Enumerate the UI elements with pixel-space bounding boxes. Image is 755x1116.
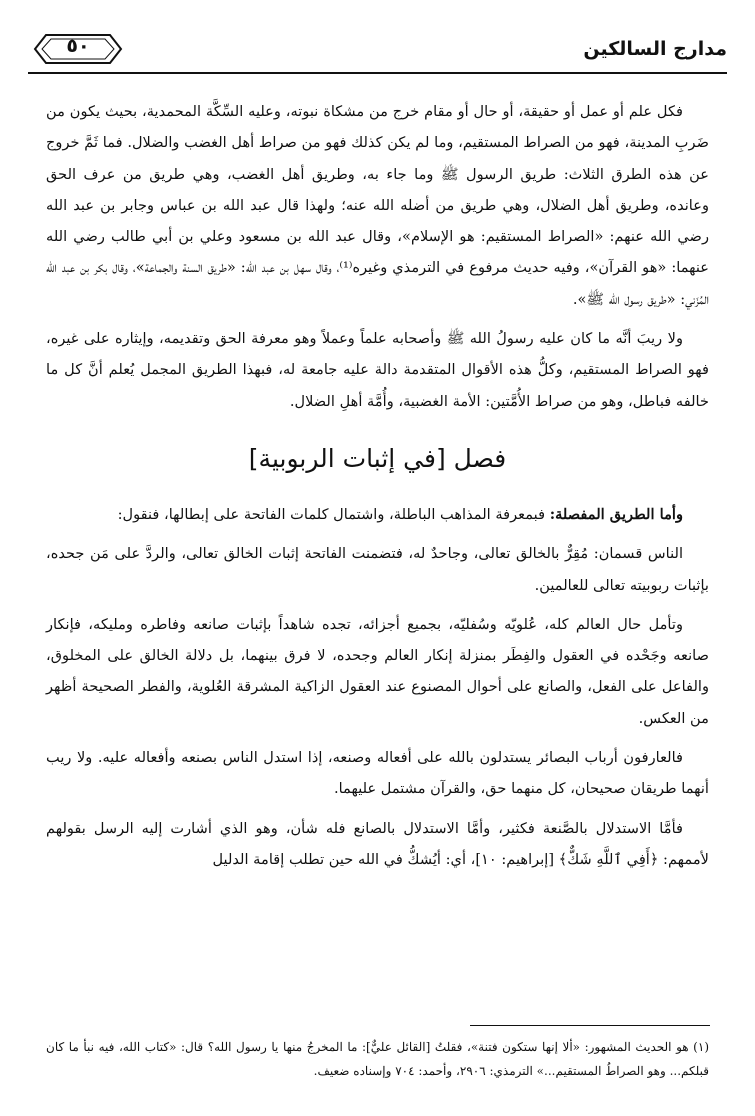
footnote: (١) هو الحديث المشهور: «ألا إنها ستكون فتنة»، فقلتُ [القائل عليٌّ]: ما المخرجُ منها يا رسول الله؟ قال: «كتاب الله، فيه نبأ ما كان قبلكم... وهو الصراطُ المستقيم...» الترمذي: ٢٩٠٦، وأحمد: ٧٠٤ وإسناده ضعيف.: [46, 1040, 709, 1078]
paragraph: [46, 499, 709, 530]
running-title: مدارج السالكين: [583, 38, 727, 60]
paragraph: ولا ريبَ أنَّه ما كان عليه رسولُ الله ﷺ وأصحابه علماً وعملاً وهو معرفة الحق وتقديمه، وإيثاره على غيره، فهو الصراط المستقيم، وكلُّ هذه الأقوال المتقدمة دالة عليه جامعة له، فبهذا الطريق المجمل يُعلم أنَّ كل ما خالفه فباطل، وهو من صراط الأُمَّتين: الأمة الغضبية، وأُمَّة أهلِ الضلال.: [46, 330, 709, 410]
page-number-badge: [32, 32, 124, 66]
page-header: [28, 32, 727, 82]
paragraph: الناس قسمان: مُقِرٌّ بالخالق تعالى، وجاحدٌ له، فتضمنت الفاتحة إثبات الخالق تعالى، والردَّ على مَن جحده، بإثبات ربوبيته تعالى للعالمين.: [46, 545, 709, 594]
page-number: ٥٠: [66, 35, 90, 57]
page-body: [46, 96, 709, 883]
paragraph-text: فبمعرفة المذاهب الباطلة، واشتمال كلمات الفاتحة على إبطالها، فنقول:: [117, 505, 550, 523]
header-rule: [28, 72, 727, 74]
section-title: فصل [في إثبات الربوبية]: [248, 443, 507, 473]
paragraph: فأمَّا الاستدلال بالصَّنعة فكثير، وأمَّا الاستدلال بالصانع فله شأن، وهو الذي أشارت إليه الرسل بقولهم لأممهم: ﴿أَفِي ٱللَّهِ شَكٌّ﴾ [إبراهيم: ١٠]، أي: أيُشكُّ في الله حين تطلب إقامة الدليل: [46, 819, 709, 868]
paragraph: وتأمل حال العالم كله، عُلويّه وسُفليّه، بجميع أجزائه، تجده شاهداً بإثبات صانعه وفاطره ومليكه، فإنكار صانعه وجَحْده في العقول والفِطَر بمنزلة إنكار العالم وجحده، لا فرق بينهما، بل دلالة الخالق على المخلوق، والفاعل على الفعل، والصانع على أحوال المصنوع عند العقول الزاكية المشرقة العُلوية، والفطر الصحيحة أظهر من العكس.: [46, 615, 709, 727]
bold-lead: وأما الطريق المفصلة:: [549, 505, 683, 523]
footnote-rule: [470, 1025, 710, 1026]
paragraph: فكل علم أو عمل أو حقيقة، أو حال أو مقام خرج من مشكاة نبوته، وعليه السِّكَّة المحمدية، بحيث يكون من ضَربِ المدينة، فهو من الصراط المستقيم، وما لم يكن كذلك فهو من صراط أهل الغضب والضلال. فما ثَمَّ خروج عن هذه الطرق الثلاث: طريق الرسول ﷺ وما جاء به، وطريق أهل الغضب، وهي طريق من عرف الحق وعانده، وطريق أهل الضلال، وهي طريق من أضله الله عنه؛ ولهذا قال عبد الله بن عباس وجابر بن عبد الله رضي الله عنهم: «الصراط المستقيم: هو الإسلام»، وقال عبد الله بن مسعود وعلي بن أبي طالب رضي الله عنهما: «هو القرآن»، وفيه حديث مرفوع في الترمذي وغيره⁽¹⁾، وقال سهل بن عبد الله: «طريق السنة والجماعة»، وقال بكر بن عبد الله المُزَني: «طريق رسول الله ﷺ».: [46, 103, 709, 308]
paragraph: فالعارفون أرباب البصائر يستدلون بالله على أفعاله وصنعه، إذا استدل الناس بصنعه وأفعاله عليه. ولا ريب أنهما طريقان صحيحان، كل منهما حق، والقرآن مشتمل عليهما.: [46, 749, 709, 798]
